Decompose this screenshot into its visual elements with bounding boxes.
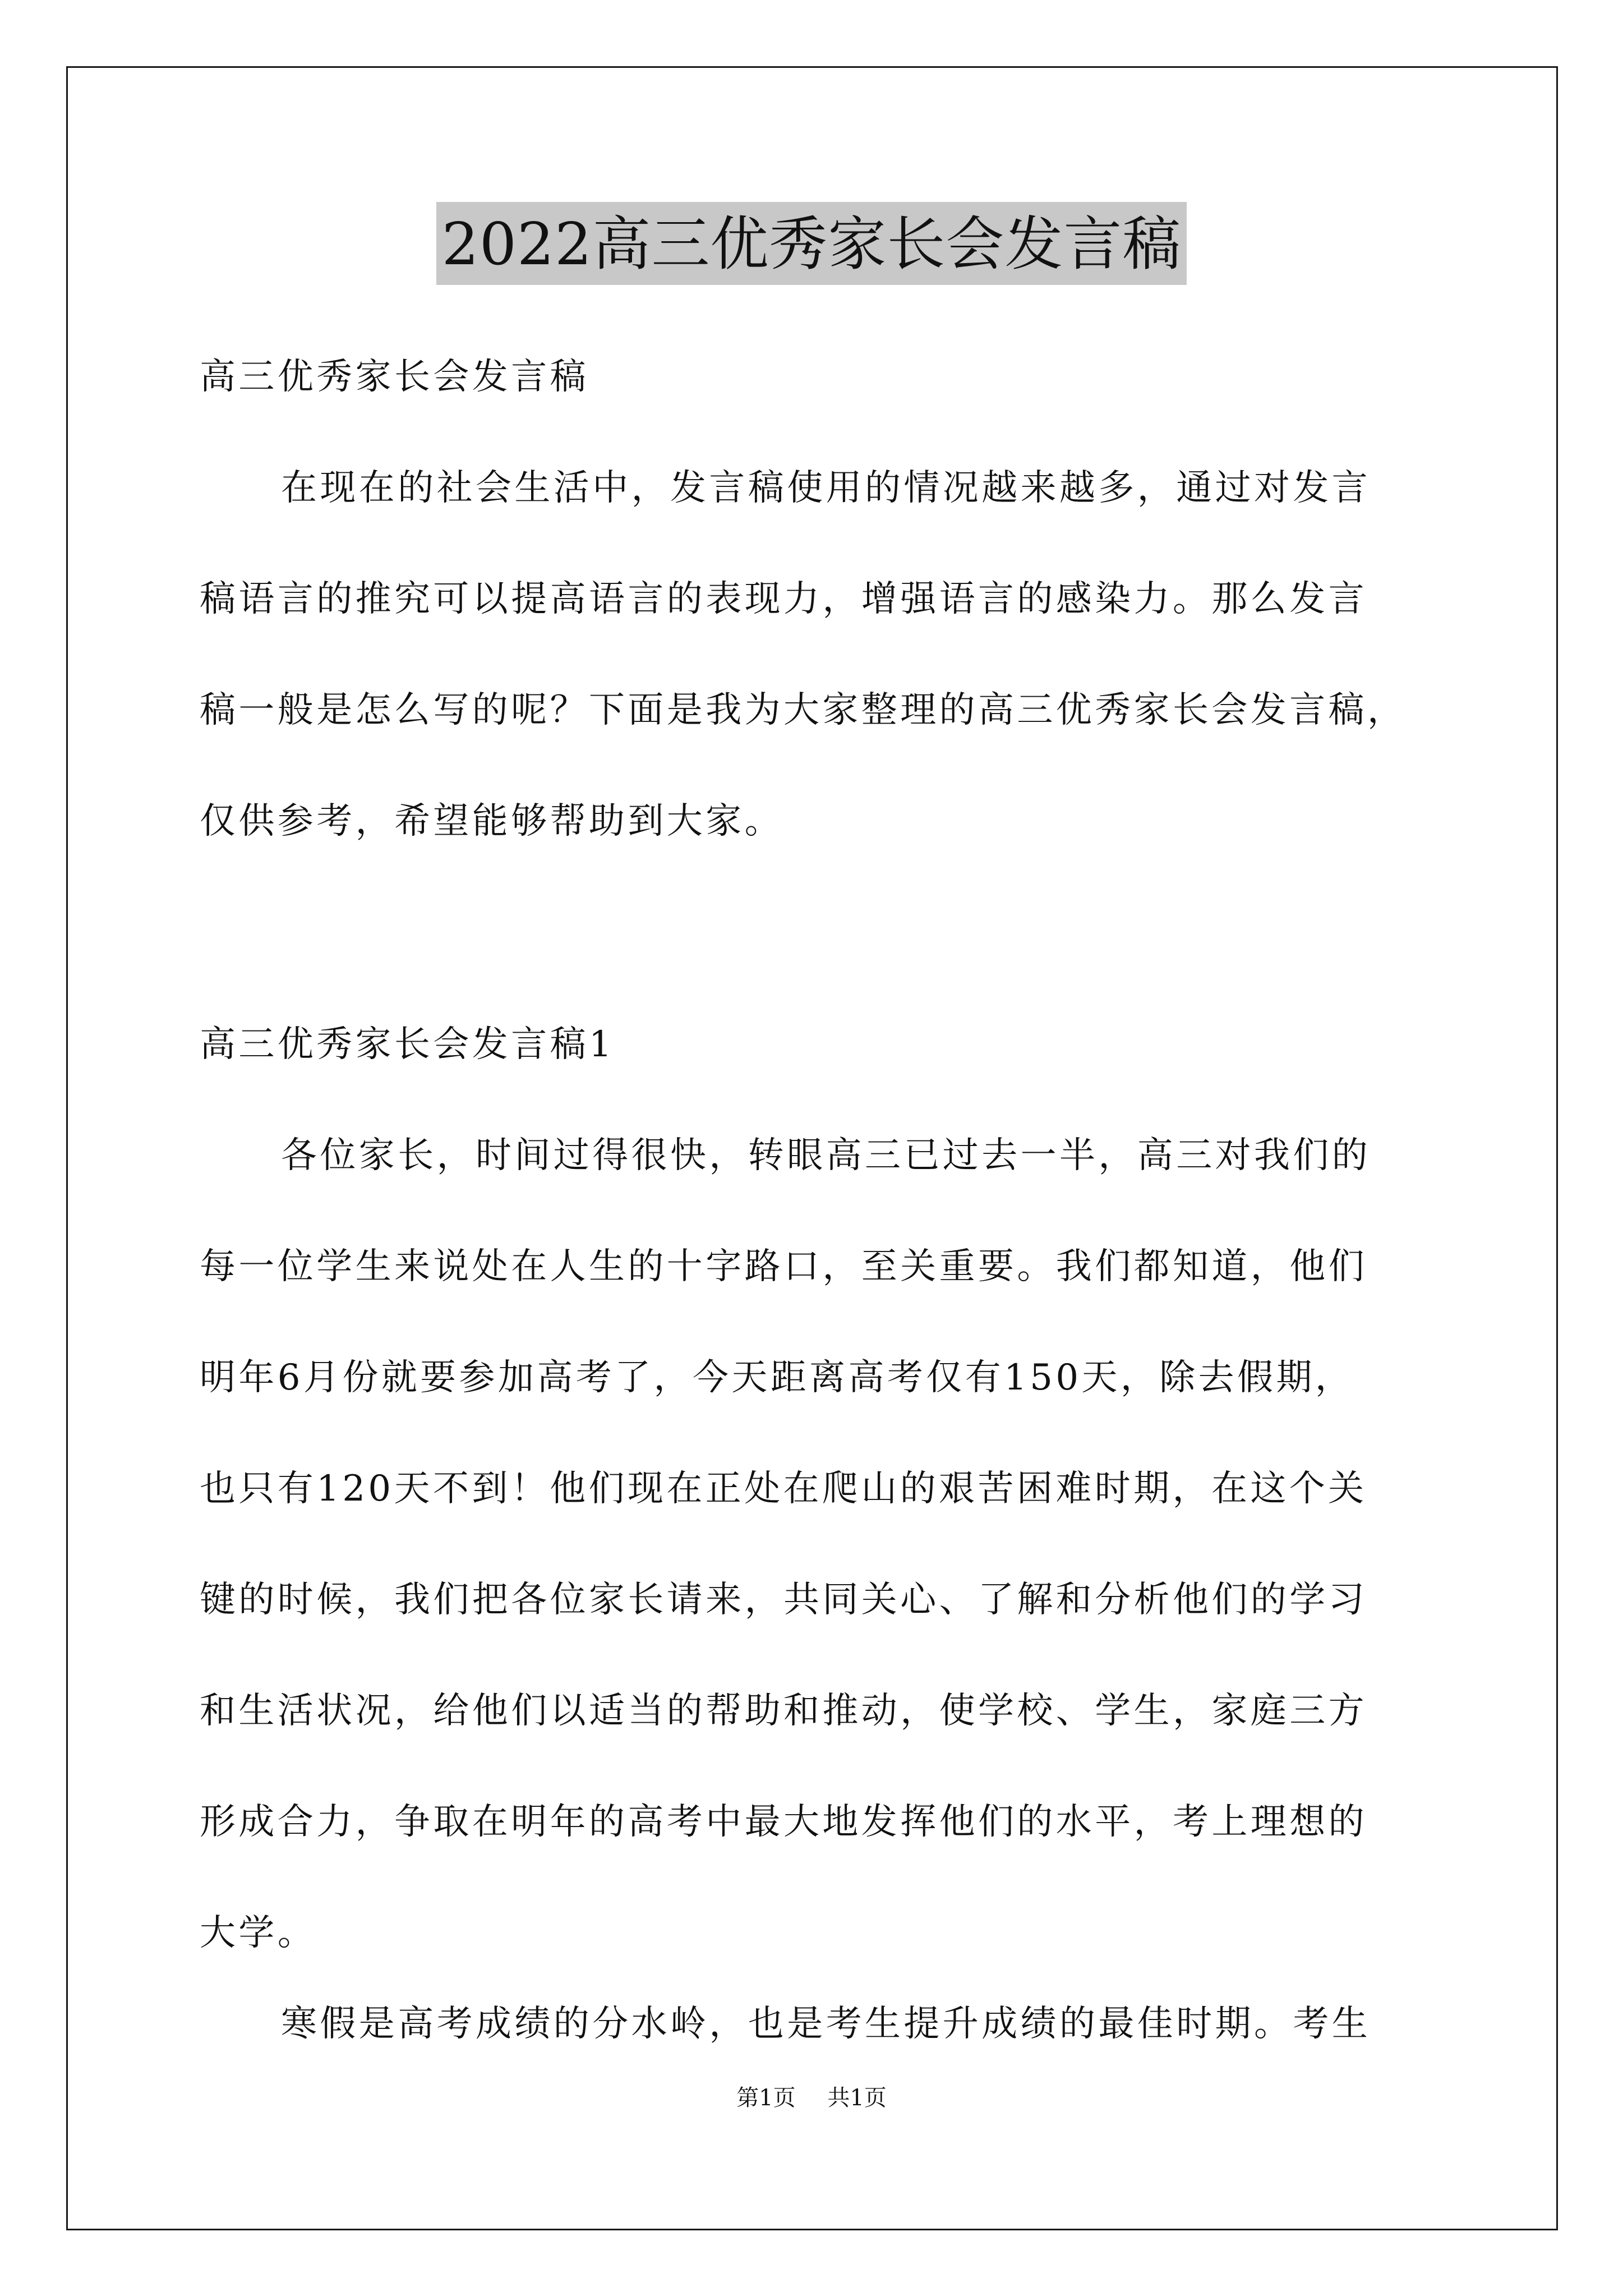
intro-line: 在现在的社会生活中，发言稿使用的情况越来越多，通过对发言 <box>281 467 1371 509</box>
intro-line: 稿语言的推究可以提高语言的表现力，增强语言的感染力。那么发言 <box>200 578 1367 620</box>
paragraph-line: 各位家长，时间过得很快，转眼高三已过去一半，高三对我们的 <box>281 1135 1371 1176</box>
paragraph-line: 寒假是高考成绩的分水岭，也是考生提升成绩的最佳时期。考生 <box>281 2003 1371 2045</box>
paragraph-line: 形成合力，争取在明年的高考中最大地发挥他们的水平，考上理想的 <box>200 1801 1367 1843</box>
intro-line: 稿一般是怎么写的呢？下面是我为大家整理的高三优秀家长会发言稿， <box>200 689 1407 731</box>
page-number: 第1页 <box>736 2085 796 2111</box>
paragraph-line: 和生活状况，给他们以适当的帮助和推动，使学校、学生，家庭三方 <box>200 1690 1367 1732</box>
page-footer <box>0 2082 1623 2114</box>
page-total: 共1页 <box>827 2085 887 2111</box>
paragraph-line: 键的时候，我们把各位家长请来，共同关心、了解和分析他们的学习 <box>200 1579 1367 1621</box>
paragraph-line: 明年6月份就要参加高考了，今天距离高考仅有150天，除去假期， <box>200 1357 1354 1398</box>
paragraph-line: 每一位学生来说处在人生的十字路口，至关重要。我们都知道，他们 <box>200 1246 1367 1287</box>
section-heading: 高三优秀家长会发言稿1 <box>200 1024 615 1065</box>
title-container <box>0 202 1623 285</box>
paragraph-line: 大学。 <box>200 1912 317 1954</box>
document-title: 2022高三优秀家长会发言稿 <box>436 202 1187 285</box>
intro-line: 仅供参考，希望能够帮助到大家。 <box>200 800 783 842</box>
paragraph-line: 也只有120天不到！他们现在正处在爬山的艰苦困难时期，在这个关 <box>200 1468 1367 1510</box>
subtitle: 高三优秀家长会发言稿 <box>200 356 589 398</box>
